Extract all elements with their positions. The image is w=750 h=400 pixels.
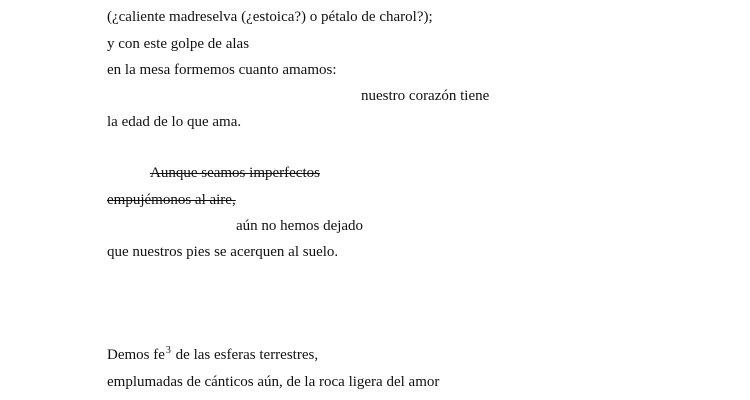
poem-line: emplumadas de cánticos aún, de la roca ligera del amor xyxy=(107,374,440,390)
poem-line-with-footnote xyxy=(107,345,319,363)
footnote-marker: 3 xyxy=(165,345,171,356)
poem-line: y con este golpe de alas xyxy=(107,36,250,52)
poem-line: la edad de lo que ama. xyxy=(107,114,242,130)
struck-poem-line: empujémonos al aire, xyxy=(107,192,236,208)
poem-line: aún no hemos dejado xyxy=(236,218,364,234)
poem-line: que nuestros pies se acerquen al suelo. xyxy=(107,244,339,260)
poem-line: (¿caliente madreselva (¿estoica?) o pétalo de charol?); xyxy=(107,9,433,25)
poem-line-text: Demos fe xyxy=(107,347,165,363)
poem-line-text: de las esferas terrestres, xyxy=(171,347,319,363)
poem-line: en la mesa formemos cuanto amamos: xyxy=(107,62,337,78)
struck-poem-line: Aunque seamos imperfectos xyxy=(150,165,320,181)
poem-line: nuestro corazón tiene xyxy=(361,88,490,104)
